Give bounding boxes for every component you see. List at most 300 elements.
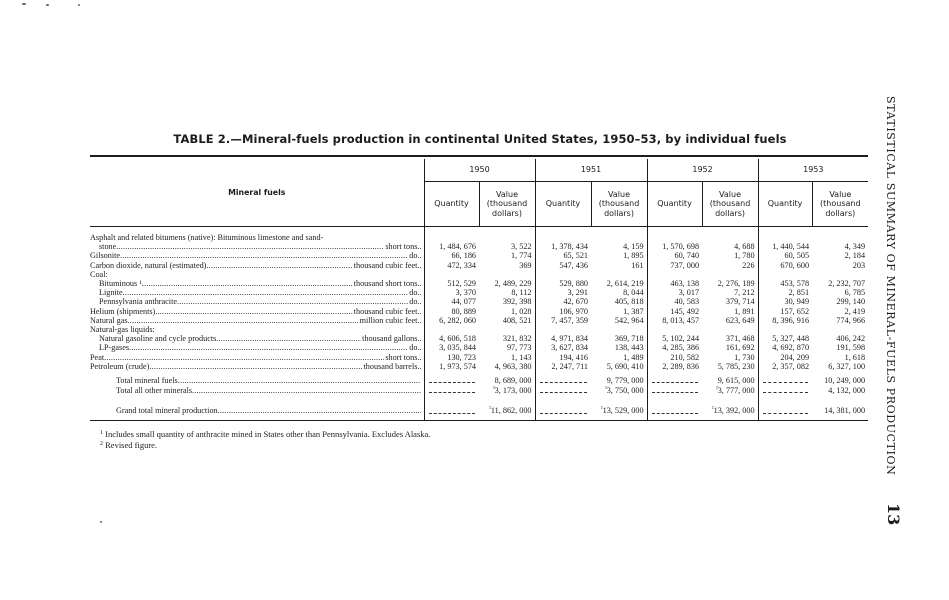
quantity-cell: 1, 484, 676 — [424, 242, 479, 251]
total-value: 3, 173, 000 — [494, 386, 532, 396]
quantity-cell: 2, 289, 836 — [647, 362, 702, 371]
table-row — [90, 307, 868, 316]
quantity-cell — [758, 270, 812, 279]
bottom-rule — [90, 420, 868, 421]
quantity-cell: 529, 880 — [535, 279, 591, 288]
leader-dots — [116, 242, 384, 251]
quantity-cell: 210, 582 — [647, 353, 702, 362]
total-value-cell — [591, 385, 647, 395]
row-label-text: Carbon dioxide, natural (estimated) — [90, 260, 207, 270]
spacer-cell — [758, 395, 812, 405]
value-cell: 6, 327, 100 — [828, 361, 866, 371]
row-label-text: Total mineral fuels — [116, 376, 178, 386]
year-header: 1953 — [758, 159, 868, 182]
value-cell: 138, 443 — [614, 343, 644, 353]
leader-dots — [120, 251, 408, 260]
value-cell: 1, 028 — [511, 306, 532, 316]
grand-total-row — [90, 405, 868, 415]
leader-dots — [128, 316, 359, 325]
spacer-cell — [90, 395, 424, 405]
value-cell — [812, 233, 868, 242]
footnote-mark: ² — [489, 406, 491, 413]
quantity-cell: 4, 606, 518 — [424, 334, 479, 343]
value-cell: 1, 489 — [623, 352, 644, 362]
footnote-mark: ² — [604, 386, 607, 393]
dashed-placeholder — [429, 387, 476, 393]
total-value: 13, 529, 000 — [602, 406, 644, 416]
row-label — [90, 307, 424, 316]
quantity-cell: 7, 457, 359 — [535, 316, 591, 325]
year-header: 1952 — [647, 159, 758, 182]
table-row — [90, 297, 868, 306]
quantity-cell — [647, 233, 702, 242]
value-cell: 6, 785 — [844, 288, 866, 298]
table-title: TABLE 2.—Mineral-fuels production in continental United States, 1950–53, by individual fuels — [173, 132, 787, 146]
total-value: 9, 615, 000 — [717, 376, 755, 386]
row-unit: do.. — [409, 288, 422, 298]
value-cell: 4, 963, 380 — [494, 361, 532, 371]
row-label-text: LP-gases — [99, 343, 130, 353]
footnote-1: $^1$ Includes small quantity of anthracite mined in States other than Pennsylvania. Excludes Alaska. — [100, 429, 431, 439]
value-header: Value (thousand dollars) — [702, 182, 758, 227]
row-label-line — [90, 362, 422, 371]
quantity-cell: 30, 949 — [758, 297, 812, 306]
row-label — [90, 325, 424, 334]
value-cell: 7, 212 — [734, 288, 755, 298]
mineral-fuels-header: Mineral fuels — [90, 159, 424, 227]
quantity-cell: 194, 416 — [535, 353, 591, 362]
row-label-text: Gilsonite — [90, 251, 121, 261]
quantity-cell — [535, 270, 591, 279]
quantity-cell: 2, 851 — [758, 288, 812, 297]
dashed-placeholder — [652, 377, 699, 383]
table-row — [90, 233, 868, 242]
quantity-cell: 737, 000 — [647, 261, 702, 270]
quantity-cell: 60, 505 — [758, 251, 812, 260]
row-label-line — [90, 386, 422, 395]
total-value: 3, 777, 000 — [717, 386, 755, 396]
table-row — [90, 270, 868, 279]
empty-quantity-cell — [535, 385, 591, 395]
row-label — [90, 343, 424, 352]
quantity-cell: 547, 436 — [535, 261, 591, 270]
total-value-cell — [812, 405, 868, 415]
row-label-text: Lignite — [99, 288, 123, 298]
quantity-cell: 204, 209 — [758, 353, 812, 362]
mineral-fuels-table — [90, 159, 868, 420]
row-label-line — [90, 325, 422, 334]
total-value-cell — [702, 375, 758, 385]
quantity-cell: 3, 017 — [647, 288, 702, 297]
quantity-cell: 8, 396, 916 — [758, 316, 812, 325]
leader-dots — [149, 362, 362, 371]
footnote-2: $^2$ Revised figure. — [100, 440, 158, 450]
quantity-cell: 44, 077 — [424, 297, 479, 306]
quantity-cell — [758, 325, 812, 334]
row-label-line — [90, 353, 422, 362]
value-cell: 5, 690, 410 — [606, 361, 644, 371]
value-cell: 8, 112 — [511, 288, 532, 298]
total-value-cell — [479, 375, 535, 385]
row-label — [90, 334, 424, 343]
value-cell: 299, 140 — [836, 297, 866, 307]
value-header: Value (thousand dollars) — [812, 182, 868, 227]
total-value-cell — [479, 405, 535, 415]
footnote-mark: ² — [492, 386, 495, 393]
row-unit: million cubic feet.. — [359, 315, 422, 325]
leader-dots — [104, 353, 384, 362]
value-cell — [479, 233, 535, 242]
spacer-cell — [535, 395, 591, 405]
value-header: Value (thousand dollars) — [479, 182, 535, 227]
scan-speck — [46, 4, 49, 6]
value-cell: 369, 718 — [614, 334, 644, 344]
total-value: 10, 249, 000 — [824, 376, 866, 386]
value-cell — [702, 233, 758, 242]
value-cell: 392, 398 — [502, 297, 532, 307]
leader-dots — [142, 279, 353, 288]
top-rule — [90, 155, 868, 157]
row-label — [90, 405, 424, 415]
year-header: 1951 — [535, 159, 647, 182]
value-cell — [812, 325, 868, 334]
row-label-line — [90, 270, 422, 279]
row-label — [90, 242, 424, 251]
value-cell: 1, 143 — [511, 352, 532, 362]
row-unit: do.. — [409, 251, 422, 261]
row-label-text: Peat — [90, 352, 105, 362]
dashed-placeholder — [540, 387, 588, 393]
total-value-cell — [812, 375, 868, 385]
row-label-line — [90, 307, 422, 316]
quantity-cell: 60, 740 — [647, 251, 702, 260]
row-label-text: Total all other minerals — [116, 386, 193, 396]
row-label-line — [90, 288, 422, 297]
value-cell — [479, 270, 535, 279]
quantity-cell: 1, 973, 574 — [424, 362, 479, 371]
value-cell: 408, 521 — [502, 315, 532, 325]
row-label-text: Pennsylvania anthracite — [99, 297, 177, 307]
quantity-cell: 512, 529 — [424, 279, 479, 288]
empty-quantity-cell — [647, 385, 702, 395]
value-cell — [812, 270, 868, 279]
quantity-cell: 4, 971, 834 — [535, 334, 591, 343]
row-label-text: stone — [99, 242, 117, 252]
row-label-line — [90, 242, 422, 251]
year-header-row — [90, 159, 868, 182]
row-label-text: Bituminous ¹ — [99, 279, 142, 289]
dashed-placeholder — [652, 408, 699, 414]
table-row — [90, 242, 868, 251]
spacer-cell — [591, 395, 647, 405]
row-label-text: Natural gasoline and cycle products — [99, 334, 217, 344]
footnotes — [100, 428, 430, 450]
table-row — [90, 288, 868, 297]
table-row — [90, 279, 868, 288]
total-value-cell — [702, 385, 758, 395]
scan-speck — [78, 4, 80, 6]
table-row — [90, 251, 868, 260]
row-spacer — [90, 395, 868, 405]
spacer-cell — [647, 395, 702, 405]
row-label-line — [90, 334, 422, 343]
value-cell: 97, 773 — [506, 343, 532, 353]
quantity-cell: 463, 138 — [647, 279, 702, 288]
quantity-header: Quantity — [424, 182, 479, 227]
quantity-cell: 65, 521 — [535, 251, 591, 260]
value-cell: 542, 964 — [614, 315, 644, 325]
row-unit: short tons.. — [385, 352, 422, 362]
total-value: 14, 381, 000 — [824, 406, 866, 416]
row-label-line — [90, 233, 422, 242]
spacer-cell — [702, 395, 758, 405]
row-label — [90, 375, 424, 385]
value-cell: 1, 895 — [623, 251, 644, 261]
total-value-cell — [591, 375, 647, 385]
total-value: 11, 862, 000 — [490, 406, 532, 416]
row-label — [90, 353, 424, 362]
value-cell: 2, 419 — [844, 306, 866, 316]
total-value: 13, 392, 000 — [713, 406, 755, 416]
table-body — [90, 227, 868, 420]
value-cell: 321, 832 — [502, 334, 532, 344]
table-row — [90, 325, 868, 334]
row-label-line — [90, 316, 422, 325]
scan-speck — [22, 3, 26, 5]
empty-quantity-cell — [758, 405, 812, 415]
row-unit: thousand short tons.. — [353, 279, 422, 289]
row-label-text: Asphalt and related bitumens (native): Bituminous limestone and sand- — [90, 233, 324, 242]
empty-quantity-cell — [647, 405, 702, 415]
quantity-cell — [647, 270, 702, 279]
value-cell — [479, 325, 535, 334]
quantity-cell: 157, 652 — [758, 307, 812, 316]
quantity-cell: 1, 378, 434 — [535, 242, 591, 251]
leader-dots — [155, 307, 352, 316]
total-value: 8, 689, 000 — [494, 376, 532, 386]
leader-dots — [192, 386, 420, 395]
value-cell: 1, 387 — [623, 306, 644, 316]
quantity-cell: 3, 370 — [424, 288, 479, 297]
quantity-header: Quantity — [758, 182, 812, 227]
value-cell: 1, 780 — [734, 251, 755, 261]
row-label — [90, 297, 424, 306]
dashed-placeholder — [763, 408, 809, 414]
value-cell: 2, 232, 707 — [828, 279, 866, 289]
total-value: 9, 779, 000 — [606, 376, 644, 386]
dashed-placeholder — [429, 408, 476, 414]
total-value-cell — [479, 385, 535, 395]
quantity-cell: 2, 247, 711 — [535, 362, 591, 371]
value-cell: 4, 688 — [734, 242, 755, 252]
row-label-text: Petroleum (crude) — [90, 361, 150, 371]
total-value: 3, 750, 000 — [606, 386, 644, 396]
total-row — [90, 385, 868, 395]
running-header: STATISTICAL SUMMARY OF MINERAL-FUELS PRODUCTION — [884, 96, 897, 476]
quantity-cell — [647, 325, 702, 334]
spacer-cell — [479, 395, 535, 405]
quantity-cell: 5, 327, 448 — [758, 334, 812, 343]
leader-dots — [177, 297, 408, 306]
quantity-cell: 2, 357, 082 — [758, 362, 812, 371]
row-label — [90, 288, 424, 297]
footnote-mark: ² — [711, 406, 714, 413]
quantity-header: Quantity — [535, 182, 591, 227]
dashed-placeholder — [763, 377, 809, 383]
leader-dots — [218, 406, 421, 415]
table-row — [90, 362, 868, 371]
quantity-cell: 472, 334 — [424, 261, 479, 270]
value-cell: 379, 714 — [725, 297, 755, 307]
quantity-cell: 40, 583 — [647, 297, 702, 306]
quantity-cell: 5, 102, 244 — [647, 334, 702, 343]
empty-quantity-cell — [647, 375, 702, 385]
table-row — [90, 334, 868, 343]
quantity-cell: 4, 692, 870 — [758, 343, 812, 352]
value-cell — [591, 270, 647, 279]
leader-dots — [216, 334, 361, 343]
value-cell — [702, 325, 758, 334]
value-cell: 2, 276, 189 — [717, 279, 755, 289]
row-unit: short tons.. — [385, 242, 422, 252]
value-cell: 3, 522 — [511, 242, 532, 252]
value-cell — [702, 270, 758, 279]
value-cell — [591, 233, 647, 242]
footnote-mark: ² — [715, 386, 718, 393]
quantity-cell — [424, 325, 479, 334]
dashed-placeholder — [540, 408, 588, 414]
empty-quantity-cell — [535, 375, 591, 385]
value-cell: 406, 242 — [836, 334, 866, 344]
value-cell: 5, 785, 230 — [717, 361, 755, 371]
row-label-line — [90, 279, 422, 288]
row-unit: do.. — [409, 343, 422, 353]
value-cell: 1, 730 — [734, 352, 755, 362]
quantity-cell — [758, 233, 812, 242]
quantity-cell: 3, 627, 834 — [535, 343, 591, 352]
row-label — [90, 316, 424, 325]
row-label-line — [90, 251, 422, 260]
quantity-cell — [424, 270, 479, 279]
total-row — [90, 375, 868, 385]
quantity-cell: 453, 578 — [758, 279, 812, 288]
empty-quantity-cell — [758, 385, 812, 395]
quantity-cell: 4, 285, 386 — [647, 343, 702, 352]
dashed-placeholder — [652, 387, 699, 393]
leader-dots — [206, 261, 352, 270]
total-value-cell — [812, 385, 868, 395]
table-row — [90, 316, 868, 325]
spacer-cell — [424, 395, 479, 405]
quantity-cell — [535, 325, 591, 334]
value-cell: 8, 044 — [623, 288, 644, 298]
row-unit: thousand cubic feet.. — [353, 260, 422, 270]
value-cell: 1, 774 — [511, 251, 532, 261]
row-label-line — [90, 343, 422, 352]
row-label — [90, 251, 424, 260]
empty-quantity-cell — [424, 375, 479, 385]
table-row — [90, 353, 868, 362]
row-label-line — [90, 297, 422, 306]
value-cell: 2, 489, 229 — [494, 279, 532, 289]
row-unit: thousand gallons.. — [362, 334, 422, 344]
quantity-cell: 3, 291 — [535, 288, 591, 297]
empty-quantity-cell — [424, 385, 479, 395]
value-cell: 369 — [519, 260, 532, 270]
value-cell: 2, 184 — [844, 251, 866, 261]
value-cell: 226 — [742, 260, 755, 270]
row-label-text: Coal: — [90, 269, 108, 279]
value-cell: 191, 598 — [836, 343, 866, 353]
dashed-placeholder — [540, 377, 588, 383]
quantity-cell: 42, 670 — [535, 297, 591, 306]
quantity-cell: 6, 282, 060 — [424, 316, 479, 325]
quantity-cell: 80, 889 — [424, 307, 479, 316]
row-label-line — [90, 406, 422, 415]
value-cell: 203 — [852, 260, 866, 270]
dashed-placeholder — [429, 377, 476, 383]
total-value-cell — [702, 405, 758, 415]
value-cell: 1, 618 — [844, 352, 866, 362]
empty-quantity-cell — [535, 405, 591, 415]
quantity-cell — [535, 233, 591, 242]
year-header: 1950 — [424, 159, 535, 182]
row-unit: do.. — [409, 297, 422, 307]
row-label-line — [90, 261, 422, 270]
row-label-line — [90, 376, 422, 385]
value-cell: 623, 649 — [725, 315, 755, 325]
spacer-cell — [812, 395, 868, 405]
quantity-cell: 1, 440, 544 — [758, 242, 812, 251]
footnote-mark: ² — [600, 406, 603, 413]
row-label — [90, 261, 424, 270]
quantity-cell: 145, 492 — [647, 307, 702, 316]
scan-speck — [100, 521, 102, 523]
row-label-text: Helium (shipments) — [90, 306, 156, 316]
value-cell — [591, 325, 647, 334]
row-label — [90, 279, 424, 288]
leader-dots — [129, 343, 408, 352]
quantity-cell: 66, 186 — [424, 251, 479, 260]
leader-dots — [178, 376, 421, 385]
value-cell: 774, 966 — [836, 315, 866, 325]
row-label — [90, 233, 424, 242]
value-cell: 161, 692 — [725, 343, 755, 353]
page-number: 13 — [884, 503, 903, 526]
row-label-text: Natural-gas liquids: — [90, 325, 155, 335]
value-cell: 161 — [631, 260, 644, 270]
value-cell: 371, 468 — [725, 334, 755, 344]
row-unit: thousand cubic feet.. — [353, 306, 422, 316]
table-row — [90, 343, 868, 352]
value-cell: 2, 614, 219 — [606, 279, 644, 289]
row-label — [90, 270, 424, 279]
total-value: 4, 132, 000 — [828, 386, 866, 396]
quantity-cell: 8, 013, 457 — [647, 316, 702, 325]
value-cell: 405, 818 — [614, 297, 644, 307]
row-label — [90, 362, 424, 371]
value-cell: 4, 159 — [623, 242, 644, 252]
value-cell: 4, 349 — [844, 242, 866, 252]
value-cell: 1, 891 — [734, 306, 755, 316]
row-label-text: Grand total mineral production — [116, 406, 218, 416]
empty-quantity-cell — [424, 405, 479, 415]
value-header: Value (thousand dollars) — [591, 182, 647, 227]
leader-dots — [123, 288, 409, 297]
quantity-cell: 106, 970 — [535, 307, 591, 316]
row-label-text: Natural gas — [90, 315, 128, 325]
total-value-cell — [591, 405, 647, 415]
